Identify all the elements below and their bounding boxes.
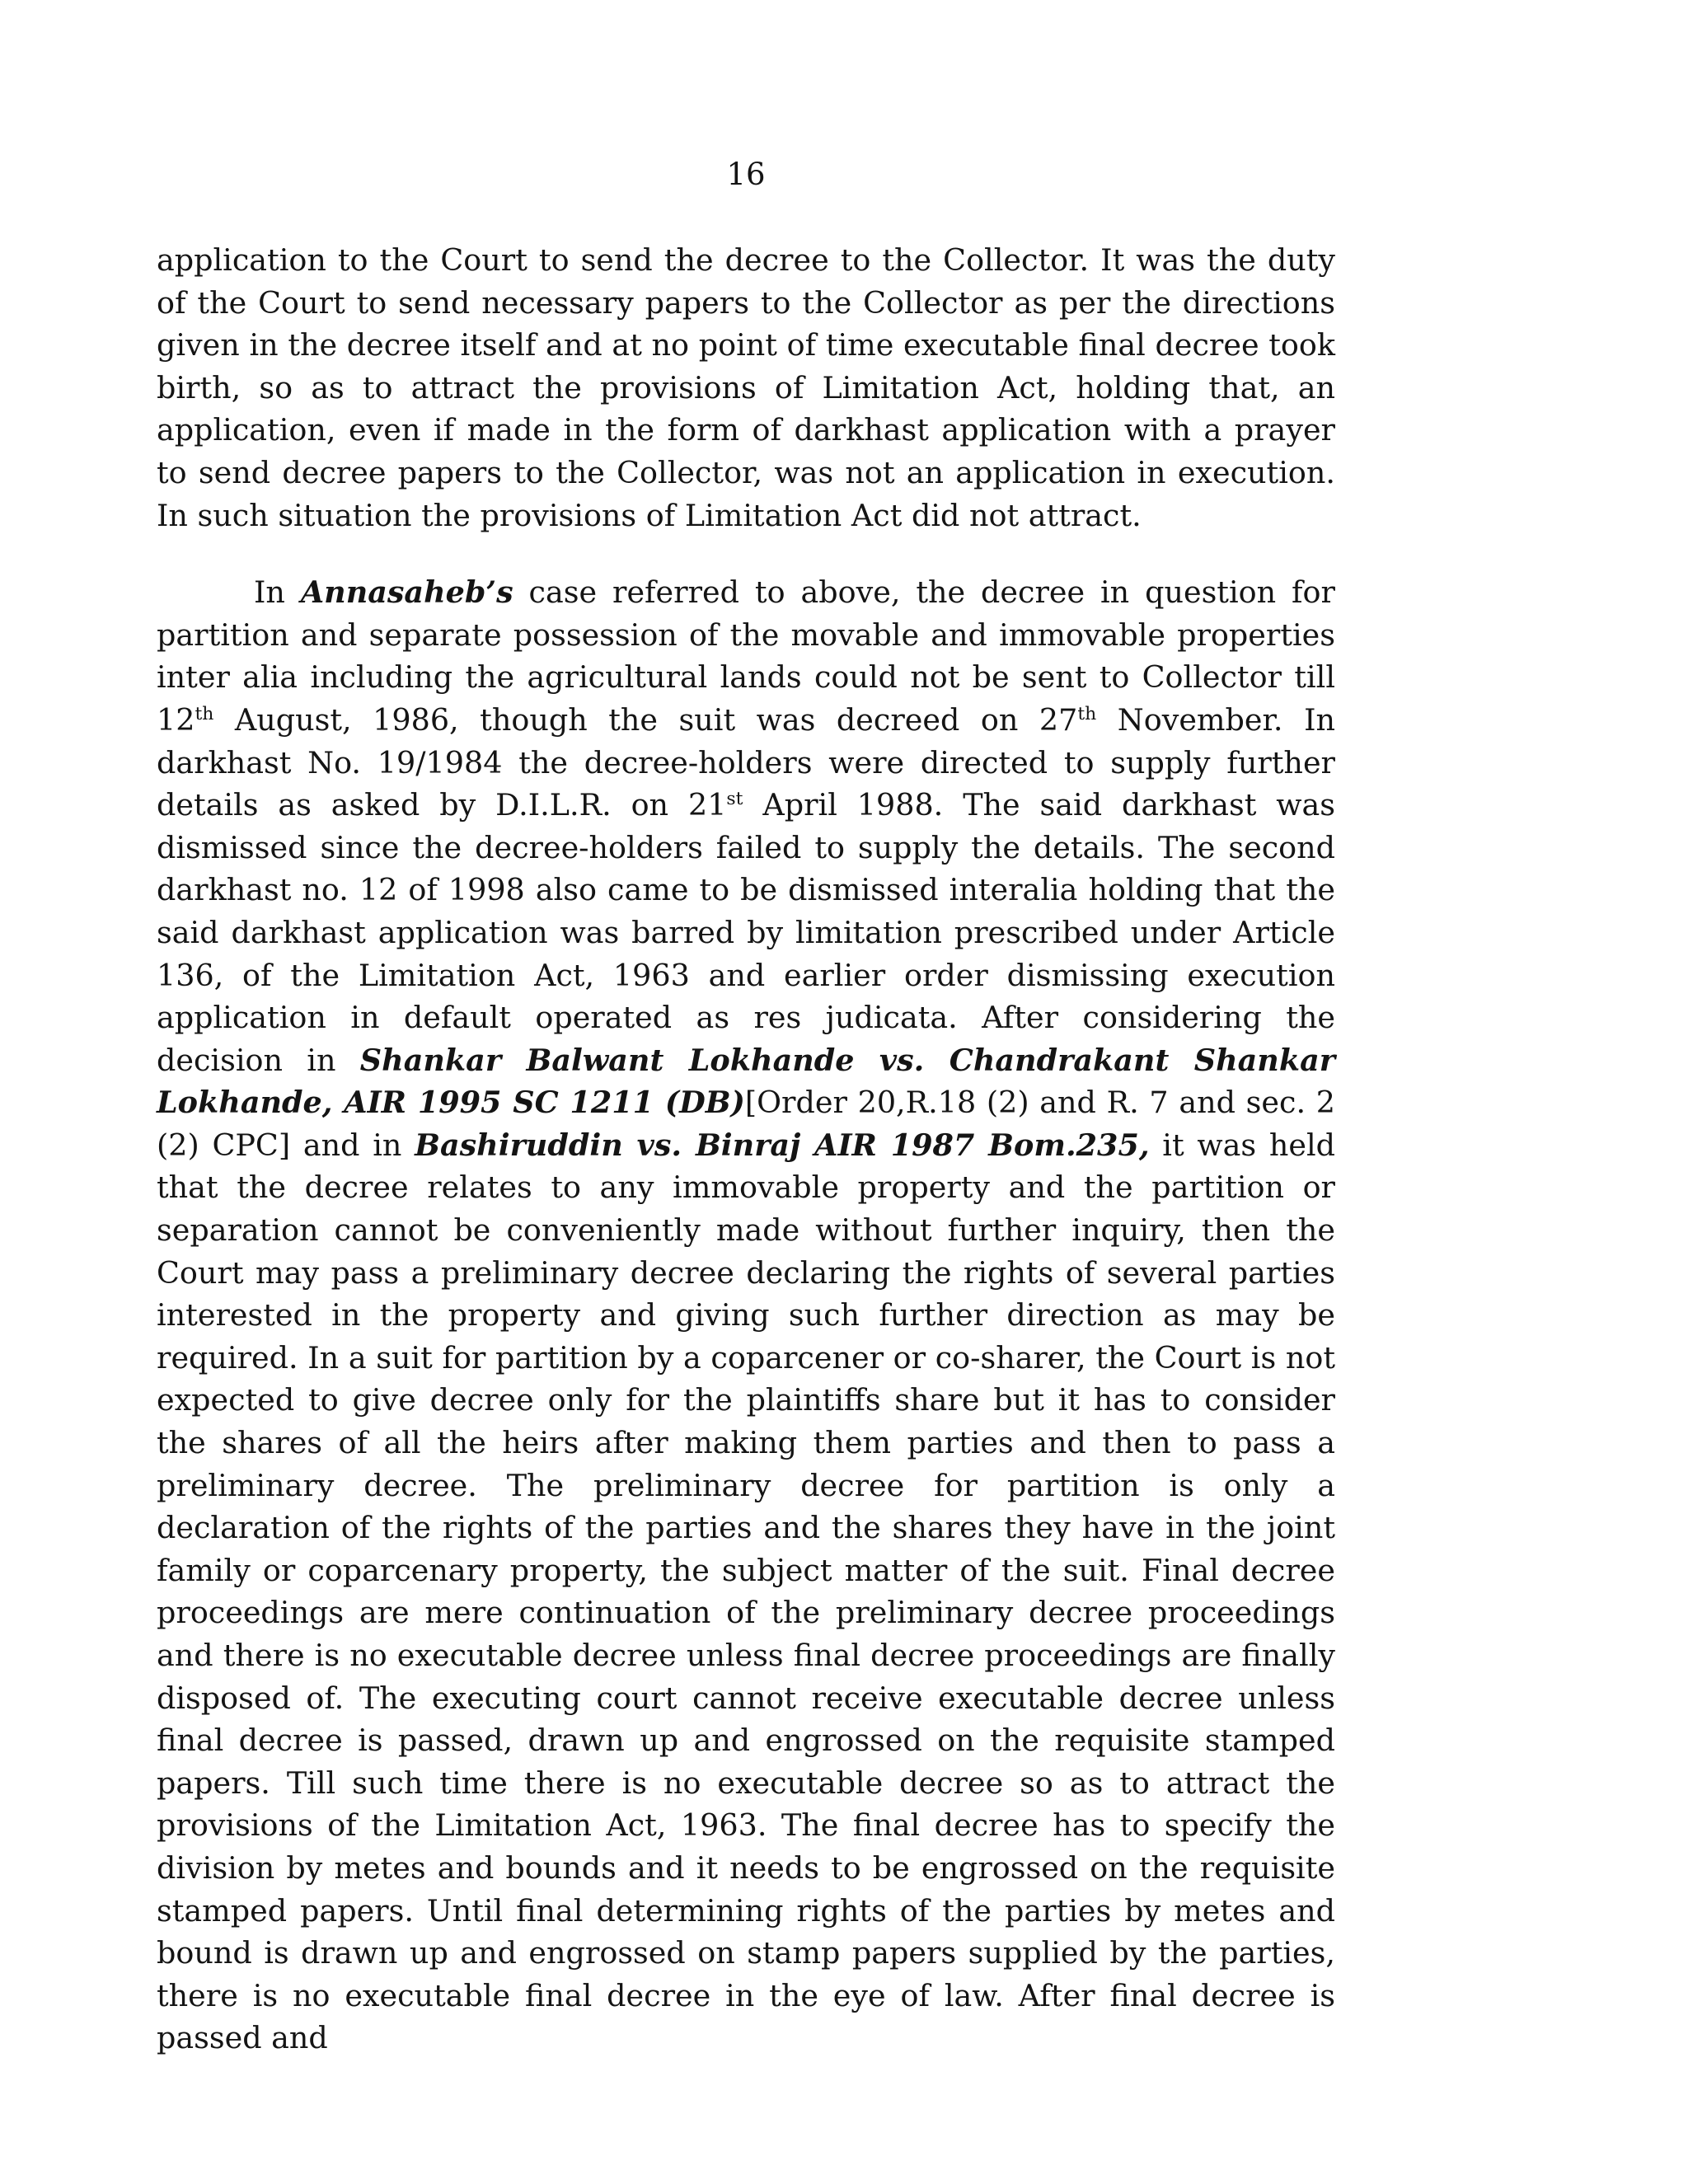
ordinal-suffix: th (1077, 703, 1097, 724)
paragraph-2-text: April 1988. The said darkhast was dismissed since the decree-holders failed to supply the details. The second darkhast no. 12 of 1998 also came to be dismissed interalia holding that the said darkhast application was barred by limitation prescribed under Article 136, of the Limitation Act, 1963 and earlier order dismissing execution application in default operated as res judicata. After considering the decision in (157, 787, 1335, 1078)
ordinal-suffix: st (726, 788, 743, 809)
page-number: 16 (726, 157, 766, 192)
paragraph-2-text: August, 1986, though the suit was decreed on 27 (213, 701, 1078, 738)
paragraph-2-text: November. In darkhast No. 19/1984 the decree-holders were directed to supply further details as asked by D.I.L.R. on 21 (157, 701, 1335, 823)
paragraph-2-text: [Order 20,R.18 (2) and R. 7 and sec. 2 (2) CPC] and in (157, 1085, 1335, 1163)
case-name-annasaheb: Annasaheb’s (300, 574, 513, 611)
body-text (157, 239, 1335, 2060)
case-citation-bashiruddin: Bashiruddin vs. Binraj AIR 1987 Bom.235, (415, 1127, 1150, 1163)
case-citation-shankar-lokhande: Shankar Balwant Lokhande vs. Chandrakant Shankar Lokhande, AIR 1995 SC 1211 (DB) (157, 1042, 1335, 1121)
paragraph-1: application to the Court to send the decree to the Collector. It was the duty of the Court to send necessary papers to the Collector as per the directions given in the decree itself and at no point of time executable final decree took birth, so as to attract the provisions of Limitation Act, holding that, an application, even if made in the form of darkhast application with a prayer to send decree papers to the Collector, was not an application in execution. In such situation the provisions of Limitation Act did not attract. (157, 242, 1335, 533)
paragraph-2-text: it was held that the decree relates to any immovable property and the partition or separation cannot be conveniently made without further inquiry, then the Court may pass a preliminary decree declaring the rights of several parties interested in the property and giving such further direction as may be required. In a suit for partition by a coparcener or co-sharer, the Court is not expected to give decree only for the plaintiffs share but it has to consider the shares of all the heirs after making them parties and then to pass a preliminary decree. The preliminary decree for partition is only a declaration of the rights of the parties and the shares they have in the joint family or coparcenary property, the subject matter of the suit. Final decree proceedings are mere continuation of the preliminary decree proceedings and there is no executable decree unless final decree proceedings are finally disposed of. The executing court cannot receive executable decree unless final decree is passed, drawn up and engrossed on the requisite stamped papers. Till such time there is no executable decree so as to attract the provisions of the Limitation Act, 1963. The final decree has to specify the division by metes and bounds and it needs to be engrossed on the requisite stamped papers. Until final determining rights of the parties by metes and bound is drawn up and engrossed on stamp papers supplied by the parties, there is no executable final decree in the eye of law. After final decree is passed and (157, 1127, 1335, 2056)
paragraph-2-text: In (254, 574, 301, 611)
ordinal-suffix: th (195, 703, 214, 724)
paragraph-2-text: case referred to above, the decree in question for partition and separate possession of the movable and immovable properties inter alia including the agricultural lands could not be sent to Collector till 12 (157, 574, 1335, 738)
paragraph-2 (157, 571, 1335, 2060)
